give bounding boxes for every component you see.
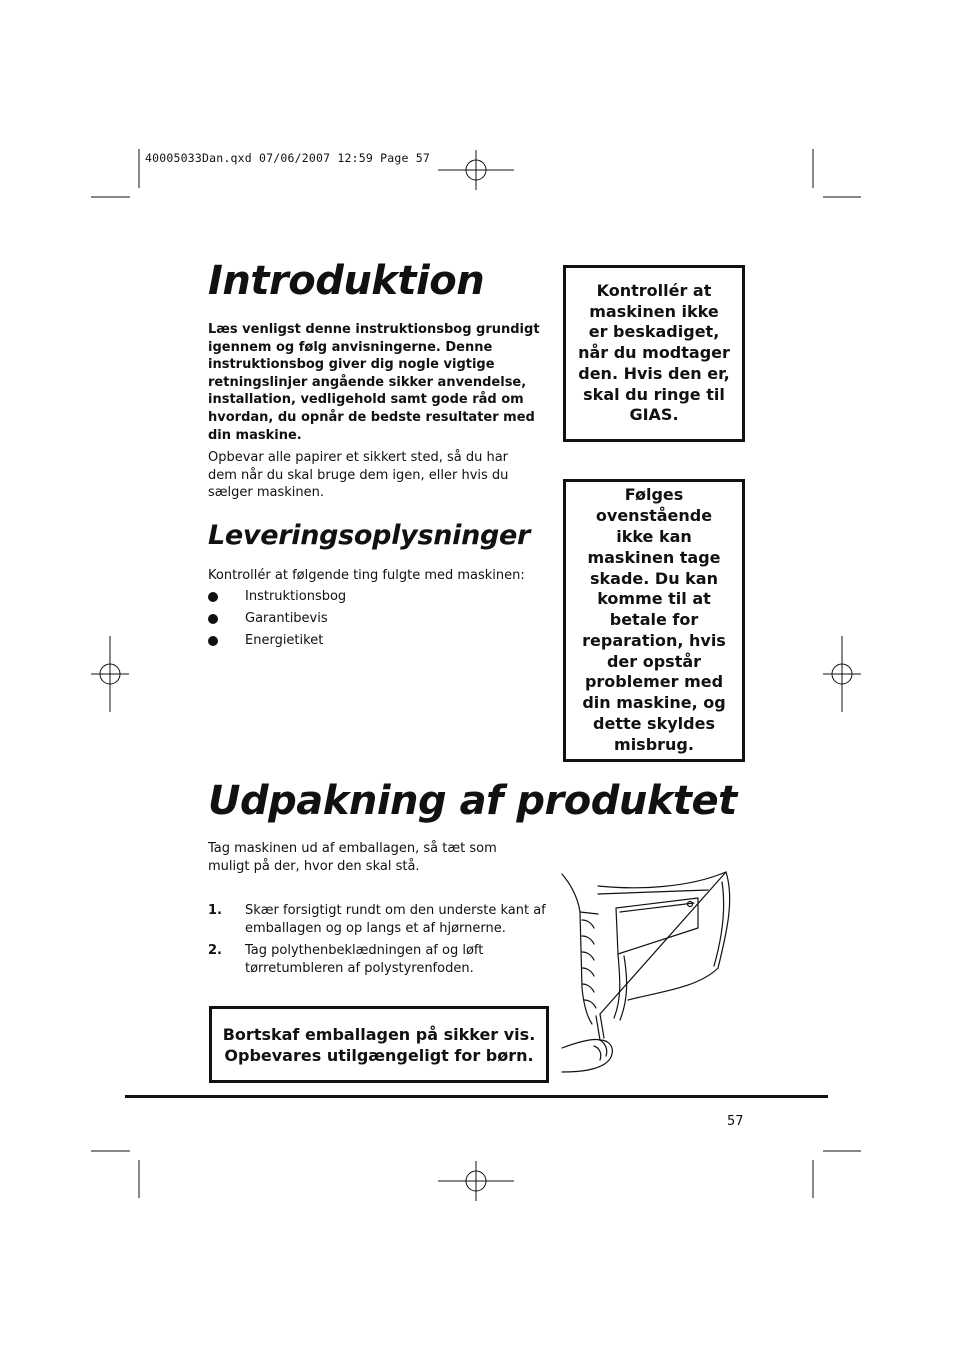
unpack-lead: Tag maskinen ud af emballagen, så tæt som muligt på der, hvor den skal stå. (208, 841, 497, 874)
delivery-list (208, 586, 508, 652)
list-item: Energietiket (208, 630, 508, 652)
warning-callout: Følges ovenstående ikke kan maskinen tage skade. Du kan komme til at betale for reparation, hvis der opstår problemer med din maskine, og dette skyldes misbrug. (563, 479, 745, 762)
list-item: 2. Tag polythenbeklædningen af og løft tørretumbleren af polystyrenfoden. (208, 943, 484, 976)
bullet-icon (208, 614, 218, 624)
footer-rule (125, 1095, 828, 1098)
inspection-callout: Kontrollér at maskinen ikke er beskadiget, når du modtager den. Hvis den er, skal du ringe til GIAS. (563, 265, 745, 442)
unpack-title: Udpakning af produktet (208, 778, 737, 824)
list-item: 1. Skær forsigtigt rundt om den underste kant af emballagen og op langs et af hjørnerne. (208, 903, 546, 936)
unpacking-illustration (558, 868, 738, 1080)
list-item: Instruktionsbog (208, 586, 508, 608)
delivery-lead: Kontrollér at følgende ting fulgte med maskinen: (208, 568, 525, 583)
list-item: Garantibevis (208, 608, 508, 630)
bullet-icon (208, 636, 218, 646)
intro-body: Opbevar alle papirer et sikkert sted, så du har dem når du skal bruge dem igen, eller hvis du sælger maskinen. (208, 450, 509, 501)
file-slug: 40005033Dan.qxd 07/06/2007 12:59 Page 57 (145, 151, 430, 165)
unpack-steps (208, 902, 553, 982)
intro-title: Introduktion (208, 258, 485, 304)
page-number: 57 (727, 1114, 744, 1129)
disposal-warning: Bortskaf emballagen på sikker vis. Opbevares utilgængeligt for børn. (209, 1006, 549, 1083)
delivery-title: Leveringsoplysninger (208, 520, 531, 551)
intro-lead: Læs venligst denne instruktionsbog grundigt igennem og følg anvisningerne. Denne instruktionsbog giver dig nogle vigtige retningslinjer angående sikker anvendelse, installation, vedligehold samt gode råd om hvordan, du opnår de bedste resultater med din maskine. (208, 322, 540, 443)
bullet-icon (208, 592, 218, 602)
